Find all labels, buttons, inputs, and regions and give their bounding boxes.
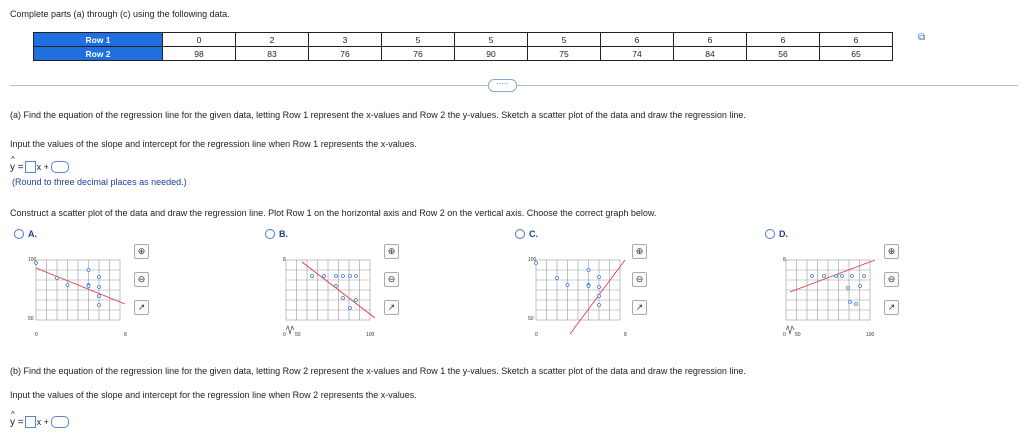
data-point [342, 275, 345, 278]
y-axis-top-label: 8 [783, 257, 786, 263]
radio-icon[interactable] [515, 229, 525, 239]
data-point [56, 277, 59, 280]
popout-icon[interactable]: ↗ [884, 300, 899, 315]
scatter-plot-c [530, 258, 630, 338]
expand-more-button[interactable]: ····· [488, 79, 517, 92]
table-row [34, 33, 893, 47]
table-cell: 76 [382, 47, 455, 61]
y-axis-bottom-label: 0 [783, 332, 786, 338]
data-point [598, 286, 601, 289]
radio-icon[interactable] [14, 229, 24, 239]
x-axis-right-label: 100 [866, 332, 875, 338]
popout-icon[interactable]: ↗ [632, 300, 647, 315]
row-label: Row 1 [34, 33, 163, 47]
table-cell: 5 [455, 33, 528, 47]
axis-break [286, 326, 294, 334]
data-point [556, 277, 559, 280]
data-point [849, 301, 852, 304]
data-point [98, 304, 101, 307]
data-point [598, 304, 601, 307]
graph-option-a [30, 258, 130, 340]
graph-option-d [780, 258, 880, 340]
radio-icon[interactable] [265, 229, 275, 239]
table-cell: 83 [236, 47, 309, 61]
data-point [835, 275, 838, 278]
table-cell: 3 [309, 33, 382, 47]
zoom-out-icon[interactable]: ⊖ [384, 272, 399, 287]
data-point [566, 284, 569, 287]
scatter-plot-a [30, 258, 130, 338]
x-axis-left-label: 50 [795, 332, 801, 338]
radio-icon[interactable] [765, 229, 775, 239]
y-axis-top-label: 8 [283, 257, 286, 263]
table-cell: 76 [309, 47, 382, 61]
data-point [863, 275, 866, 278]
part-b-question: (b) Find the equation of the regression line for the given data, letting Row 2 represent the x-values and Row 1 the y-values. Sketch a scatter plot of the data and draw the regression line. [10, 366, 746, 376]
data-point [349, 307, 352, 310]
x-axis-right-label: 8 [624, 332, 627, 338]
table-cell: 90 [455, 47, 528, 61]
grid [286, 260, 370, 320]
slope-input[interactable] [25, 416, 36, 428]
x-axis-right-label: 8 [124, 332, 127, 338]
data-point [87, 285, 90, 288]
data-point [598, 276, 601, 279]
y-hat-label: ^ y = [10, 409, 24, 428]
x-plus-label: x + [36, 162, 49, 172]
table-cell: 84 [674, 47, 747, 61]
data-point [87, 269, 90, 272]
table-cell: 75 [528, 47, 601, 61]
zoom-out-icon[interactable]: ⊖ [632, 272, 647, 287]
table-cell: 5 [528, 33, 601, 47]
data-point [847, 287, 850, 290]
graph-option-b [280, 258, 380, 340]
x-axis-left-label: 0 [535, 332, 538, 338]
intercept-input[interactable] [51, 416, 69, 428]
data-point [335, 285, 338, 288]
data-point [859, 285, 862, 288]
scatter-plot-d [780, 258, 880, 338]
data-point [342, 297, 345, 300]
table-row [34, 47, 893, 61]
data-point [598, 295, 601, 298]
regression-line [36, 268, 125, 304]
round-hint: (Round to three decimal places as needed.) [12, 177, 187, 187]
popout-icon[interactable]: ↗ [384, 300, 399, 315]
y-axis-bottom-label: 50 [528, 316, 534, 322]
table-cell: 6 [674, 33, 747, 47]
y-axis-top-label: 100 [528, 257, 537, 263]
part-a-input-prompt: Input the values of the slope and intercept for the regression line when Row 1 represents the x-values. [10, 139, 417, 149]
grid [36, 260, 120, 320]
option-c[interactable]: C. [515, 229, 538, 239]
y-axis-bottom-label: 50 [28, 316, 34, 322]
table-cell: 6 [820, 33, 893, 47]
zoom-out-icon[interactable]: ⊖ [134, 272, 149, 287]
data-point [851, 275, 854, 278]
y-axis-bottom-label: 0 [283, 332, 286, 338]
option-d[interactable]: D. [765, 229, 788, 239]
y-axis-top-label: 100 [28, 257, 37, 263]
grid [786, 260, 870, 320]
data-point [587, 269, 590, 272]
popout-icon[interactable]: ↗ [134, 300, 149, 315]
option-b[interactable]: B. [265, 229, 288, 239]
data-point [841, 275, 844, 278]
option-a[interactable]: A. [14, 229, 37, 239]
scatter-plot-b [280, 258, 380, 338]
data-point [355, 299, 358, 302]
slope-input[interactable] [25, 161, 36, 173]
data-point [335, 275, 338, 278]
scatter-prompt: Construct a scatter plot of the data and draw the regression line. Plot Row 1 on the horizontal axis and Row 2 on the vertical axis. Choose the correct graph below. [10, 208, 657, 218]
table-cell: 98 [163, 47, 236, 61]
y-hat-label: ^ y = [10, 154, 24, 173]
intro-text: Complete parts (a) through (c) using the following data. [10, 9, 230, 19]
table-cell: 5 [382, 33, 455, 47]
zoom-out-icon[interactable]: ⊖ [884, 272, 899, 287]
part-a-question: (a) Find the equation of the regression line for the given data, letting Row 1 represent the x-values and Row 2 the y-values. Sketch a scatter plot of the data and draw the regression line. [10, 110, 746, 120]
data-point [323, 275, 326, 278]
table-cell: 6 [747, 33, 820, 47]
table-cell: 0 [163, 33, 236, 47]
intercept-input[interactable] [51, 161, 69, 173]
data-point [823, 275, 826, 278]
part-b-input-prompt: Input the values of the slope and intercept for the regression line when Row 2 represents the x-values. [10, 390, 417, 400]
table-cell: 74 [601, 47, 674, 61]
zoom-in-icon[interactable]: ⊕ [134, 244, 149, 259]
data-point [349, 275, 352, 278]
axis-break [786, 326, 794, 334]
graph-option-c [530, 258, 630, 340]
zoom-in-icon[interactable]: ⊕ [884, 244, 899, 259]
data-point [66, 284, 69, 287]
table-cell: 65 [820, 47, 893, 61]
x-axis-left-label: 50 [295, 332, 301, 338]
data-table [33, 32, 893, 61]
zoom-in-icon[interactable]: ⊕ [632, 244, 647, 259]
x-axis-right-label: 100 [366, 332, 375, 338]
x-plus-label: x + [36, 417, 49, 427]
x-axis-left-label: 0 [35, 332, 38, 338]
table-cell: 56 [747, 47, 820, 61]
table-cell: 6 [601, 33, 674, 47]
part-a-answer-row [10, 154, 69, 173]
data-point [98, 276, 101, 279]
data-point [355, 275, 358, 278]
data-point [587, 285, 590, 288]
data-point [98, 286, 101, 289]
part-b-answer-row [10, 409, 69, 428]
table-cell: 2 [236, 33, 309, 47]
row-label: Row 2 [34, 47, 163, 61]
data-point [811, 275, 814, 278]
data-point [311, 275, 314, 278]
zoom-in-icon[interactable]: ⊕ [384, 244, 399, 259]
data-point [98, 295, 101, 298]
copy-icon[interactable]: ⧉ [918, 32, 926, 43]
grid [536, 260, 620, 320]
data-point [855, 303, 858, 306]
